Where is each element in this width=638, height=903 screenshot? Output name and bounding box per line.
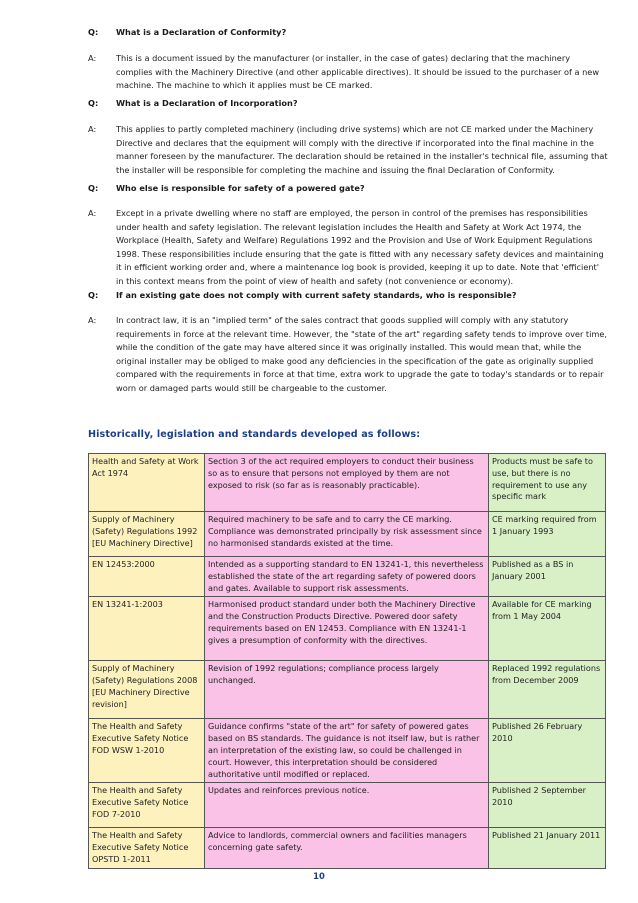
legislation-description: Section 3 of the act required employers to conduct their business so as to ensure that persons not employed by them are not exposed to risk (so far as is reasonably practicable).: [205, 454, 489, 512]
legislation-name: Supply of Machinery (Safety) Regulations 2008 [EU Machinery Directive revision]: [89, 661, 205, 719]
qa-text: This is a document issued by the manufacturer (or installer, in the case of gates) declaring that the machinery complies with the Machinery Directive (and other applicable directives). It should be issued to the purchaser of a new machine. The machine to which it applies must be CE marked.: [116, 53, 600, 90]
legislation-status: CE marking required from 1 January 1993: [489, 512, 606, 557]
legislation-name: Health and Safety at Work Act 1974: [89, 454, 205, 512]
legislation-status: Replaced 1992 regulations from December 2009: [489, 661, 606, 719]
page-number: 10: [313, 871, 325, 881]
qa-label: A:: [88, 124, 97, 134]
table-row: [89, 719, 606, 783]
legislation-status: Available for CE marking from 1 May 2004: [489, 597, 606, 661]
table-row: [89, 661, 606, 719]
qa-label: Q:: [88, 98, 99, 108]
qa-text: In contract law, it is an "implied term" of the sales contract that goods supplied will comply with any statutory requirements in force at the relevant time. However, the "state of the art" regarding safety tends to improve over time, while the condition of the gate may have altered since it was originally installed. This would mean that, while the original installer may be obliged to make good any deficiencies in the specification of the gate as originally supplied compared with the requirements in force at that time, extra work to upgrade the gate to today's standards or to repair worn or damaged parts would still be chargeable to the customer.: [116, 315, 608, 393]
qa-label: A:: [88, 53, 97, 63]
legislation-name: The Health and Safety Executive Safety Notice FOD WSW 1-2010: [89, 719, 205, 783]
qa-text: What is a Declaration of Conformity?: [116, 27, 287, 37]
legislation-status: Published 21 January 2011: [489, 828, 606, 869]
table-row: [89, 828, 606, 869]
qa-label: A:: [88, 315, 97, 325]
qa-text: What is a Declaration of Incorporation?: [116, 98, 298, 108]
table-row: [89, 454, 606, 512]
legislation-name: Supply of Machinery (Safety) Regulations 1992 [EU Machinery Directive]: [89, 512, 205, 557]
legislation-description: Harmonised product standard under both the Machinery Directive and the Construction Products Directive. Powered door safety requirements based on EN 12453. Compliance with EN 13241-1 gives a presumption of conformity with the directives.: [205, 597, 489, 661]
legislation-description: Advice to landlords, commercial owners and facilities managers concerning gate safety.: [205, 828, 489, 869]
legislation-status: Published 2 September 2010: [489, 783, 606, 828]
qa-text: This applies to partly completed machinery (including drive systems) which are not CE marked under the Machinery Directive and declares that the equipment will comply with the directive if incorporated into the final machine in the manner foreseen by the manufacturer. The declaration should be retained in the installer's technical file, assuming that the installer will be responsible for completing the machine and issuing the final Declaration of Conformity.: [116, 124, 608, 175]
legislation-name: The Health and Safety Executive Safety Notice OPSTD 1-2011: [89, 828, 205, 869]
table-heading: Historically, legislation and standards developed as follows:: [88, 429, 421, 440]
table-row: [89, 512, 606, 557]
legislation-description: Updates and reinforces previous notice.: [205, 783, 489, 828]
qa-label: A:: [88, 208, 97, 218]
table-row: [89, 783, 606, 828]
legislation-status: Published 26 February 2010: [489, 719, 606, 783]
legislation-table: [88, 453, 606, 869]
legislation-name: EN 13241-1:2003: [89, 597, 205, 661]
legislation-description: Guidance confirms "state of the art" for safety of powered gates based on BS standards. The guidance is not itself law, but is rather an interpretation of the existing law, so could be challenged in court. However, this interpretation should be considered authoritative until modified or replaced.: [205, 719, 489, 783]
qa-label: Q:: [88, 27, 99, 37]
legislation-status: Products must be safe to use, but there is no requirement to use any specific mark: [489, 454, 606, 512]
legislation-name: EN 12453:2000: [89, 557, 205, 597]
legislation-description: Intended as a supporting standard to EN 13241-1, this nevertheless established the state of the art regarding safety of powered doors and gates. Available to support risk assessments.: [205, 557, 489, 597]
legislation-status: Published as a BS in January 2001: [489, 557, 606, 597]
legislation-name: The Health and Safety Executive Safety Notice FOD 7-2010: [89, 783, 205, 828]
qa-text: If an existing gate does not comply with current safety standards, who is responsible?: [116, 290, 517, 300]
qa-text: Who else is responsible for safety of a powered gate?: [116, 183, 365, 193]
qa-label: Q:: [88, 290, 99, 300]
qa-label: Q:: [88, 183, 99, 193]
legislation-description: Revision of 1992 regulations; compliance process largely unchanged.: [205, 661, 489, 719]
table-row: [89, 557, 606, 597]
table-row: [89, 597, 606, 661]
qa-text: Except in a private dwelling where no staff are employed, the person in control of the premises has responsibilities under health and safety legislation. The relevant legislation includes the Health and Safety at Work Act 1974, the Workplace (Health, Safety and Welfare) Regulations 1992 and the Provision and Use of Work Equipment Regulations 1998. These responsibilities include ensuring that the gate is fitted with any necessary safety devices and maintaining it in efficient working order and, where a maintenance log book is provided, keeping it up to date. Note that 'efficient' in this context means from the point of view of health and safety (not convenience or economy).: [116, 208, 604, 286]
legislation-description: Required machinery to be safe and to carry the CE marking. Compliance was demonstrated principally by risk assessment since no harmonised standards existed at the time.: [205, 512, 489, 557]
